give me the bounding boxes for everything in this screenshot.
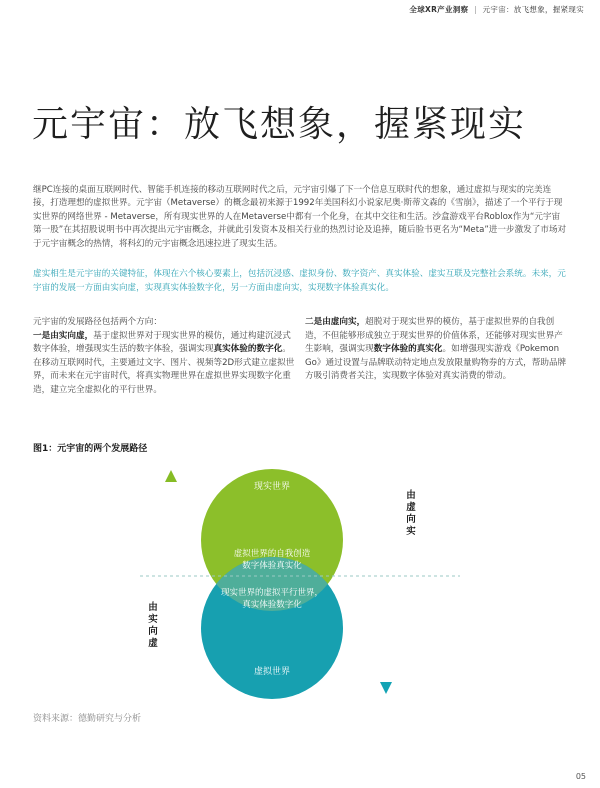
overlap-bottom-line-1: 现实世界的虚拟平行世界，	[220, 588, 324, 598]
top-circle-label: 现实世界	[253, 482, 291, 492]
overlap-top-line-1: 虚拟世界的自我创造	[233, 549, 311, 559]
right-column	[305, 316, 567, 384]
up-arrow-head	[165, 470, 177, 482]
page-title: 元宇宙：放飞想象，握紧现实	[32, 104, 527, 145]
real-to-virtual-char-4: 虚	[148, 638, 158, 649]
digital-experience-realization: 数字体验的真实化	[373, 344, 443, 355]
overlap-top-line-2: 数字体验真实化	[242, 561, 302, 571]
running-header	[409, 4, 584, 15]
paths-intro: 元宇宙的发展路径包括两个方向：	[33, 317, 162, 327]
highlight-paragraph: 虚实相生是元宇宙的关键特征，体现在六个核心要素上，包括沉浸感、虚拟身份、数字资产、真实体验、虚实互联及完整社会系统。未来，元宇宙的发展一方面由实向虚，实现真实体验数字化，另一方面由虚向实，实现数字体验真实化。	[33, 269, 566, 293]
header-separator: |	[474, 5, 477, 14]
figure-title: 图1：元宇宙的两个发展路径	[33, 444, 148, 454]
virtual-to-real-heading: 二是由虚向实，	[305, 317, 366, 327]
real-to-virtual-char-2: 实	[148, 614, 158, 625]
development-path-diagram	[0, 460, 600, 700]
virtual-to-real-char-3: 向	[406, 514, 416, 525]
report-name: 全球XR产业洞察	[409, 5, 469, 14]
page-number: 05	[575, 772, 586, 781]
virtual-to-real-char-4: 实	[406, 526, 416, 537]
virtual-to-real-text: 超脱对于现实世界的模仿，基于虚拟世界的自我创造，不但能够形成独立于现实世界的价值体系，还能够对现实世界产生影响，强调实现	[305, 317, 563, 355]
source-note: 资料来源：德勤研究与分析	[33, 714, 142, 724]
left-column	[33, 316, 295, 398]
real-to-virtual-heading: 一是由实向虚，	[33, 330, 94, 341]
real-to-virtual-text: 基于虚拟世界对于现实世界的模仿，通过构建沉浸式数字体验，增强现实生活的数字体验，强调实现	[33, 330, 291, 355]
section-name: 元宇宙：放飞想象，握紧现实	[482, 5, 584, 14]
real-to-virtual-char-3: 向	[148, 626, 158, 637]
real-to-virtual-char-1: 由	[148, 602, 158, 613]
overlap-bottom-line-2: 真实体验数字化	[242, 600, 302, 610]
real-experience-digitization: 真实体验的数字化	[213, 344, 283, 355]
virtual-to-real-char-2: 虚	[406, 502, 416, 513]
down-arrow-head	[380, 682, 392, 694]
real-to-virtual-text-2: 。在移动互联网时代，主要通过文字、图片、视频等2D形式建立虚拟世界，而未来在元宇宙时代，将真实物理世界在虚拟世界实现数字化重造，建立完全虚拟化的平行世界。	[33, 344, 295, 395]
virtual-to-real-char-1: 由	[406, 490, 416, 501]
intro-paragraph: 继PC连接的桌面互联网时代、智能手机连接的移动互联网时代之后，元宇宙引爆了下一个信息互联时代的想象，通过虚拟与现实的完美连接，打造理想的虚拟世界。元宇宙（Metaverse）的概念最初来源于1992年美国科幻小说家尼奥·斯蒂文森的《雪崩》，描述了一个平行于现实世界的网络世界 - Metaverse，所有现实世界的人在Metaverse中都有一个化身，在其中交往和生活。沙盒游戏平台Roblox作为“元宇宙第一股”在其招股说明书中再次提出元宇宙概念，并就此引发资本及相关行业的热烈讨论及追捧，随后脸书更名为“Meta”进一步激发了市场对于元宇宙概念的热情，将科幻的元宇宙概念迅速拉进了现实生活。	[33, 185, 567, 249]
bottom-circle-label: 虚拟世界	[253, 667, 291, 677]
virtual-to-real-text-2: 。如增强现实游戏《Pokemon Go》通过设置与品牌联动特定地点发放限量购物券的方式，帮助品牌方吸引消费者关注，实现数字体验对真实消费的带动。	[305, 344, 567, 382]
